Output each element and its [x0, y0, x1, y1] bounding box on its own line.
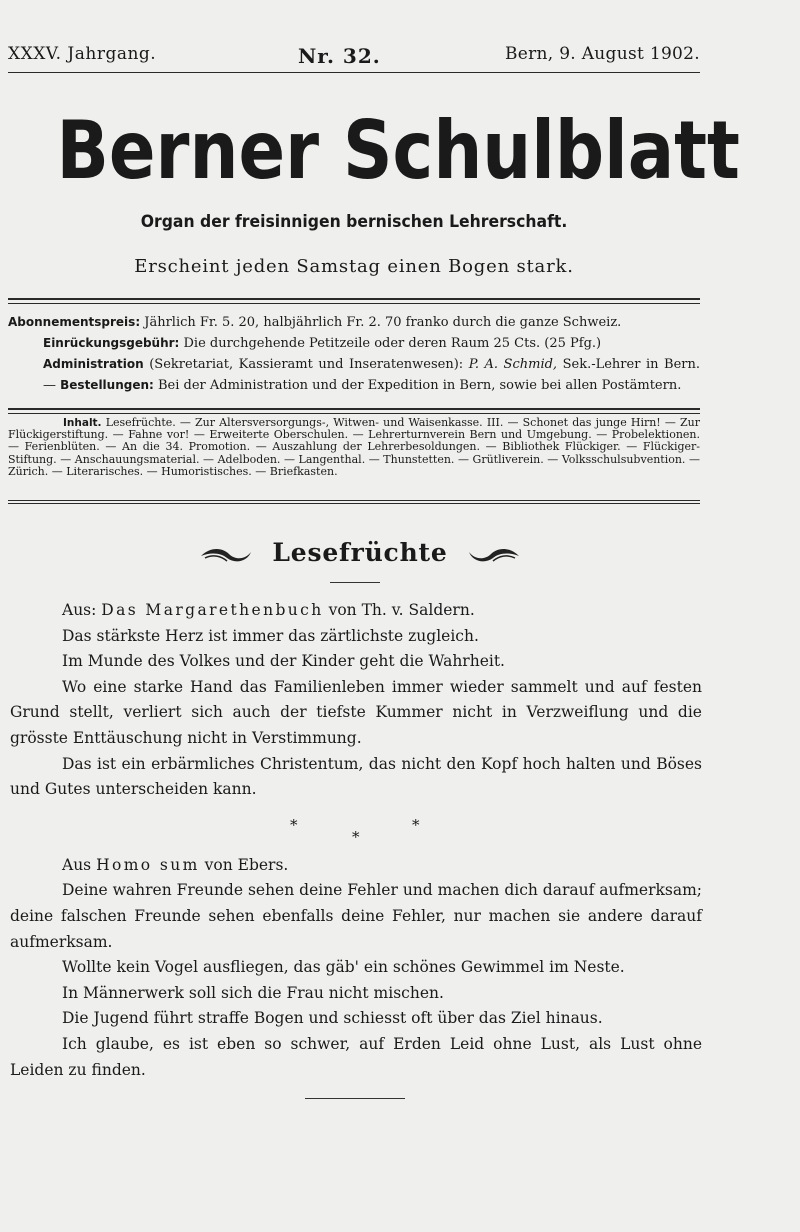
place-date: Bern, 9. August 1902. — [504, 44, 700, 64]
masthead-subtitle: Organ der freisinnigen bernischen Lehrerschaft. — [140, 212, 568, 232]
asterism — [10, 803, 702, 853]
paragraph: In Männerwerk soll sich die Frau nicht mischen. — [62, 983, 444, 1002]
star-1: * — [290, 815, 298, 834]
publication-frequency: Erscheint jeden Samstag einen Bogen stark. — [134, 256, 574, 277]
admin-label: Administration — [43, 357, 144, 371]
paragraph: Im Munde des Volkes und der Kinder geht die Wahrheit. — [62, 652, 505, 671]
contents-rule-bottom — [8, 500, 700, 501]
paragraph: Wo eine starke Hand das Familienleben immer wieder sammelt und auf festen Grund stellt, verliert sich auch der tiefste Kummer nicht in Verzweiflung und die grösste Enttäuschung nicht in Verstimmung. — [10, 677, 702, 747]
paragraph: Das ist ein erbärmliches Christentum, das nicht den Kopf hoch halten und Böses und Gutes unterscheiden kann. — [10, 754, 702, 799]
source-line-2: Aus Homo sum von Ebers. — [62, 855, 289, 874]
contents-rule-top-2 — [8, 413, 700, 414]
table-of-contents — [8, 417, 700, 478]
volume-label: XXXV. Jahrgang. — [8, 44, 157, 64]
double-rule-bottom — [8, 303, 700, 304]
abo-text: Jährlich Fr. 5. 20, halbjährlich Fr. 2. 70 franko durch die ganze Schweiz. — [140, 315, 622, 330]
end-rule — [305, 1098, 405, 1099]
issue-header — [8, 44, 700, 68]
masthead-title: Berner Schulblatt — [56, 104, 740, 197]
star-2: * — [352, 827, 360, 846]
section-heading — [0, 538, 720, 567]
fee-text: Die durchgehende Petitzeile oder deren Raum 25 Cts. (25 Pfg.) — [179, 336, 602, 351]
admin-name: P. A. Schmid, — [468, 357, 558, 372]
right-ornament-icon — [467, 544, 521, 566]
subscription-info — [8, 312, 700, 396]
star-3: * — [412, 815, 420, 834]
section-title: Lesefrüchte — [272, 538, 448, 567]
paragraph: Wollte kein Vogel ausfliegen, das gäb' ein schönes Gewimmel im Neste. — [62, 958, 625, 977]
paragraph: Das stärkste Herz ist immer das zärtlichste zugleich. — [62, 626, 479, 645]
orders-label: Bestellungen: — [60, 378, 154, 392]
contents-rule-top — [8, 408, 700, 410]
admin-text: (Sekretariat, Kassieramt und Inseratenwesen): — [143, 357, 469, 372]
paragraph: Ich glaube, es ist eben so schwer, auf Erden Leid ohne Lust, als Lust ohne Leiden zu finden. — [10, 1034, 702, 1079]
fee-label: Einrückungsgebühr: — [43, 336, 180, 350]
source-title-2: Homo sum — [96, 855, 200, 874]
source-title-1: Das Margarethenbuch — [101, 601, 324, 619]
orders-text: Bei der Administration und der Expedition in Bern, sowie bei allen Postämtern. — [153, 378, 682, 393]
paragraph: Die Jugend führt straffe Bogen und schiesst oft über das Ziel hinaus. — [62, 1009, 603, 1028]
contents-label: Inhalt. — [63, 417, 102, 429]
paragraph: Deine wahren Freunde sehen deine Fehler und machen dich darauf aufmerksam; deine falschen Freunde sehen ebenfalls deine Fehler, nur machen sie andere darauf aufmerksam. — [10, 881, 702, 951]
source-line-1: Aus: Das Margarethenbuch von Th. v. Saldern. — [62, 601, 475, 619]
contents-rule-bottom-2 — [8, 503, 700, 504]
contents-text: Lesefrüchte. — Zur Altersversorgungs-, Witwen- und Waisenkasse. III. — Schonet das junge Hirn! — Zur Flückigerstiftung. — Fahne vor! — Erweiterte Oberschulen. — Lehrerturnverein Bern und Umgebung. — Probelektionen. — Ferienblüten. — An die 34. Promotion. — Auszahlung der Lehrerbesoldungen. — Bibliothek Flückiger. — Flückiger-Stiftung. — Anschauungsmaterial. — Adelboden. — Langenthal. — Thunstetten. — Grütliverein. — Volksschulsubvention. — Zürich. — Literarisches. — Humoristisches. — Briefkasten. — [8, 416, 700, 478]
admin-text-2: Sek.-Lehrer in Bern. — — [43, 357, 701, 393]
left-ornament-icon — [199, 544, 253, 566]
abo-label: Abonnementspreis: — [8, 315, 141, 329]
header-rule — [8, 72, 700, 73]
title-rule — [330, 582, 380, 583]
double-rule-top — [8, 298, 700, 300]
issue-number: Nr. 32. — [298, 44, 381, 68]
article-body — [10, 598, 702, 1083]
